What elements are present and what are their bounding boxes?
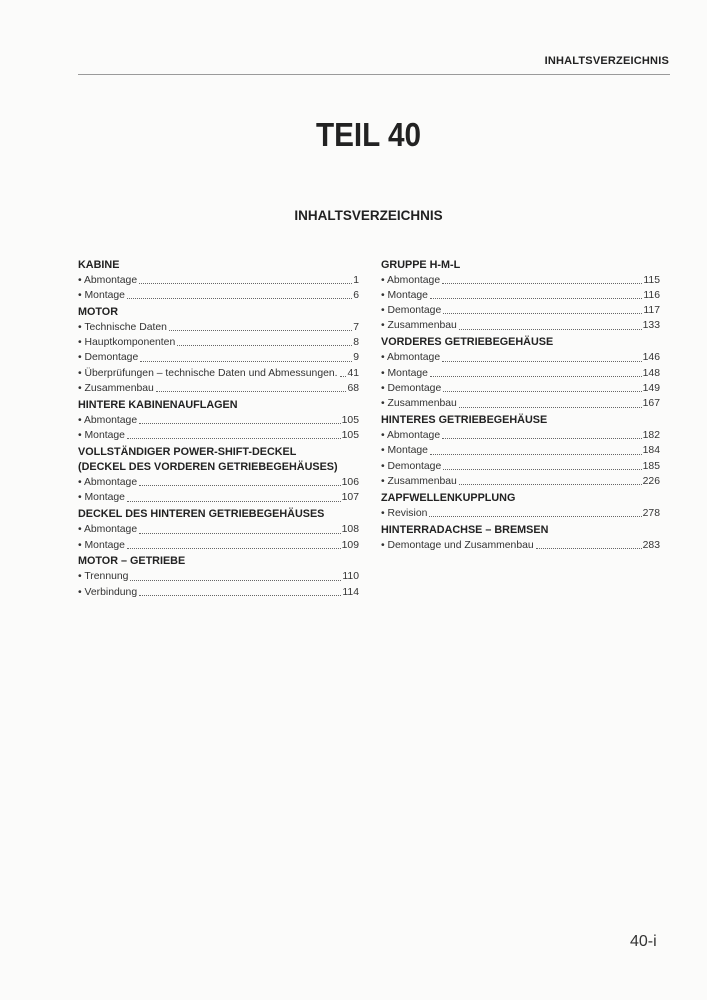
toc-entry-label: • Abmontage — [381, 274, 441, 286]
toc-entry-page: 167 — [642, 398, 660, 410]
dot-leader — [443, 381, 641, 392]
toc-entry[interactable] — [78, 428, 359, 443]
toc-right-column — [381, 256, 660, 553]
toc-entry-label: • Zusammenbau — [381, 320, 457, 332]
toc-entry-page: 149 — [642, 382, 660, 394]
toc-entry-label: • Montage — [78, 289, 125, 301]
toc-entry-page: 9 — [353, 352, 359, 364]
toc-section-heading: HINTERE KABINENAUFLAGEN — [78, 398, 238, 411]
toc-entry[interactable] — [381, 443, 660, 458]
toc-entry[interactable] — [381, 318, 660, 333]
toc-entry[interactable] — [381, 350, 660, 365]
page-title: TEIL 40 — [315, 116, 422, 153]
toc-entry-page: 105 — [341, 430, 359, 442]
toc-section-heading: MOTOR — [78, 305, 118, 318]
toc-section-heading: HINTERES GETRIEBEGEHÄUSE — [381, 414, 548, 427]
toc-entry[interactable] — [78, 538, 359, 553]
toc-entry-page: 283 — [642, 539, 660, 551]
toc-entry-label: • Trennung — [78, 571, 129, 583]
toc-entry-page: 110 — [342, 571, 359, 583]
dot-leader — [140, 350, 352, 361]
dot-leader — [459, 474, 642, 485]
toc-entry[interactable] — [78, 366, 359, 381]
toc-entry-label: • Abmontage — [78, 477, 138, 489]
toc-section-heading: GRUPPE H-M-L — [381, 258, 461, 271]
toc-entry-page: 226 — [642, 476, 660, 488]
toc-entry-page: 1 — [353, 274, 359, 286]
toc-entry[interactable] — [78, 490, 359, 505]
toc-entry[interactable] — [381, 538, 660, 553]
toc-entry-label: • Abmontage — [381, 352, 441, 364]
dot-leader — [127, 538, 341, 549]
dot-leader — [459, 318, 642, 329]
toc-entry-label: • Revision — [381, 507, 428, 519]
toc-entry[interactable] — [381, 396, 660, 411]
toc-entry[interactable] — [78, 413, 359, 428]
dot-leader — [429, 506, 641, 517]
toc-section-heading: DECKEL DES HINTEREN GETRIEBEGEHÄUSES — [78, 508, 325, 521]
toc-entry[interactable] — [78, 569, 359, 584]
toc-entry-label: • Montage — [381, 367, 428, 379]
toc-entry-page: 41 — [347, 367, 359, 379]
toc-entry-page: 182 — [642, 430, 660, 442]
dot-leader — [127, 490, 341, 501]
toc-entry-page: 114 — [342, 586, 359, 598]
dot-leader — [430, 366, 642, 377]
toc-entry-page: 184 — [642, 445, 660, 457]
toc-entry-label: • Technische Daten — [78, 321, 167, 333]
toc-section-heading: VOLLSTÄNDIGER POWER-SHIFT-DECKEL — [78, 446, 297, 459]
toc-entry[interactable] — [78, 273, 359, 288]
dot-leader — [340, 366, 347, 377]
running-header: INHALTSVERZEICHNIS — [544, 55, 669, 67]
toc-section-heading: MOTOR – GETRIEBE — [78, 555, 186, 568]
toc-entry-label: • Zusammenbau — [381, 476, 457, 488]
dot-leader — [430, 443, 642, 454]
toc-entry[interactable] — [381, 428, 660, 443]
toc-entry-page: 185 — [642, 460, 660, 472]
toc-entry-label: • Demontage — [381, 382, 442, 394]
dot-leader — [443, 459, 641, 470]
dot-leader — [443, 303, 642, 314]
toc-section-heading: HINTERRADACHSE – BREMSEN — [381, 523, 549, 536]
toc-entry[interactable] — [78, 522, 359, 537]
toc-entry-page: 146 — [642, 352, 660, 364]
toc-section-heading: (DECKEL DES VORDEREN GETRIEBEGEHÄUSES) — [78, 461, 338, 474]
dot-leader — [169, 320, 352, 331]
dot-leader — [139, 585, 341, 596]
toc-entry-label: • Abmontage — [78, 524, 138, 536]
dot-leader — [459, 396, 642, 407]
toc-entry[interactable] — [78, 288, 359, 303]
toc-entry-label: • Abmontage — [78, 274, 138, 286]
toc-entry[interactable] — [381, 506, 660, 521]
toc-entry[interactable] — [381, 381, 660, 396]
dot-leader — [139, 273, 352, 284]
dot-leader — [139, 475, 341, 486]
toc-entry-label: • Verbindung — [78, 586, 138, 598]
toc-entry-label: • Montage — [381, 289, 428, 301]
dot-leader — [177, 335, 352, 346]
toc-entry-label: • Montage — [78, 492, 125, 504]
toc-entry[interactable] — [381, 273, 660, 288]
toc-entry[interactable] — [78, 335, 359, 350]
toc-title: INHALTSVERZEICHNIS — [294, 208, 443, 223]
toc-entry[interactable] — [381, 459, 660, 474]
toc-entry-label: • Demontage — [381, 305, 442, 317]
toc-entry-page: 108 — [341, 524, 359, 536]
toc-entry-page: 115 — [643, 274, 660, 286]
dot-leader — [430, 288, 642, 299]
toc-entry-page: 148 — [642, 367, 660, 379]
dot-leader — [156, 381, 347, 392]
toc-entry-label: • Montage — [78, 539, 125, 551]
toc-entry-label: • Zusammenbau — [78, 382, 154, 394]
dot-leader — [139, 413, 341, 424]
dot-leader — [442, 273, 642, 284]
toc-entry[interactable] — [381, 474, 660, 489]
toc-entry[interactable] — [381, 303, 660, 318]
toc-entry-label: • Hauptkomponenten — [78, 337, 176, 349]
dot-leader — [442, 350, 642, 361]
toc-entry-page: 7 — [353, 321, 359, 333]
toc-entry-page: 106 — [341, 477, 359, 489]
page-number: 40-i — [630, 933, 657, 950]
toc-entry-page: 105 — [341, 414, 359, 426]
toc-entry[interactable] — [381, 288, 660, 303]
dot-leader — [442, 428, 642, 439]
toc-section-heading: VORDERES GETRIEBEGEHÄUSE — [381, 336, 554, 349]
toc-entry-label: • Demontage und Zusammenbau — [381, 539, 534, 551]
toc-entry-label: • Demontage — [78, 352, 139, 364]
dot-leader — [127, 428, 341, 439]
toc-section-heading: KABINE — [78, 258, 120, 271]
toc-entry-label: • Überprüfungen – technische Daten und Abmessungen. — [78, 367, 338, 379]
toc-entry-page: 107 — [341, 492, 359, 504]
toc-entry[interactable] — [78, 381, 359, 396]
toc-entry-page: 6 — [353, 289, 359, 301]
toc-section-heading: ZAPFWELLENKUPPLUNG — [381, 491, 516, 504]
toc-entry[interactable] — [78, 475, 359, 490]
toc-entry[interactable] — [78, 320, 359, 335]
toc-entry-label: • Zusammenbau — [381, 398, 457, 410]
toc-entry-page: 117 — [643, 305, 660, 317]
toc-entry-label: • Abmontage — [78, 414, 138, 426]
toc-entry-page: 109 — [341, 539, 359, 551]
dot-leader — [139, 522, 341, 533]
dot-leader — [536, 538, 642, 549]
toc-entry-label: • Demontage — [381, 460, 442, 472]
dot-leader — [130, 569, 341, 580]
header-rule — [78, 74, 670, 75]
toc-entry[interactable] — [381, 366, 660, 381]
toc-entry-page: 278 — [642, 507, 660, 519]
toc-entry-page: 8 — [353, 337, 359, 349]
toc-entry-label: • Abmontage — [381, 430, 441, 442]
toc-entry[interactable] — [78, 585, 359, 600]
toc-entry[interactable] — [78, 350, 359, 365]
toc-left-column — [78, 256, 359, 600]
dot-leader — [127, 288, 352, 299]
toc-entry-page: 133 — [642, 320, 660, 332]
toc-entry-page: 68 — [347, 382, 359, 394]
toc-entry-label: • Montage — [381, 445, 428, 457]
toc-entry-label: • Montage — [78, 430, 125, 442]
toc-entry-page: 116 — [643, 289, 660, 301]
